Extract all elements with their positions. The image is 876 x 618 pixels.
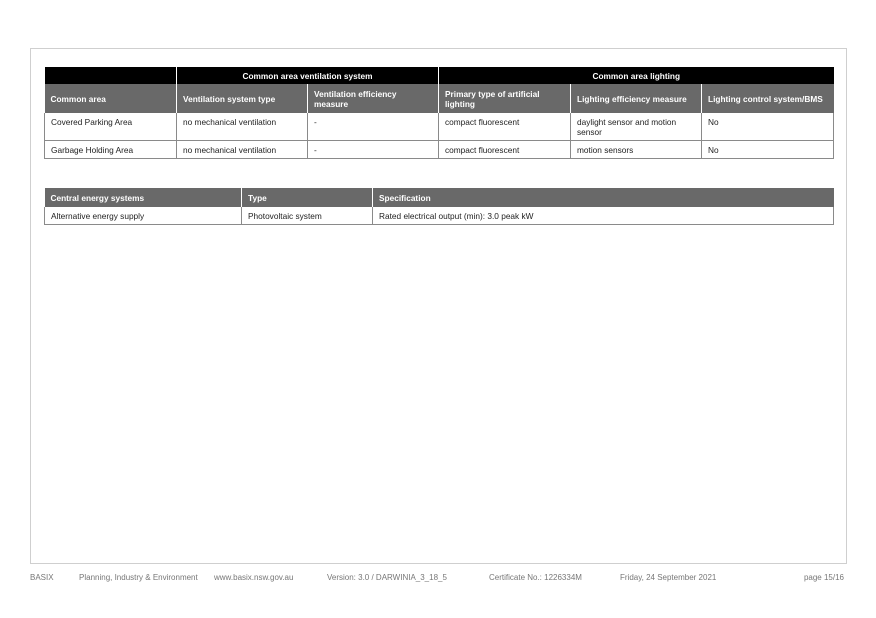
- column-header: Lighting efficiency measure: [571, 84, 702, 113]
- group-header-row: [45, 67, 834, 84]
- table-cell: compact fluorescent: [439, 141, 571, 159]
- group-header-common-area: [45, 67, 177, 84]
- footer-website: www.basix.nsw.gov.au: [214, 573, 294, 582]
- table-row: [45, 141, 834, 159]
- table-cell: Rated electrical output (min): 3.0 peak kW: [373, 207, 834, 225]
- footer-app: BASIX: [30, 573, 54, 582]
- table-cell: motion sensors: [571, 141, 702, 159]
- table-cell: compact fluorescent: [439, 113, 571, 141]
- column-header: Primary type of artificial lighting: [439, 84, 571, 113]
- column-header: Common area: [45, 84, 177, 113]
- table-cell: no mechanical ventilation: [177, 113, 308, 141]
- column-header: Ventilation system type: [177, 84, 308, 113]
- central-energy-table: [44, 188, 834, 225]
- table-cell: daylight sensor and motion sensor: [571, 113, 702, 141]
- footer-department: Planning, Industry & Environment: [79, 573, 198, 582]
- table-row: [45, 113, 834, 141]
- column-header: Central energy systems: [45, 188, 242, 207]
- column-header: Ventilation efficiency measure: [308, 84, 439, 113]
- table-cell: no mechanical ventilation: [177, 141, 308, 159]
- table-cell: No: [702, 141, 834, 159]
- column-header: Lighting control system/BMS: [702, 84, 834, 113]
- group-header-lighting: Common area lighting: [439, 67, 834, 84]
- table-cell: Photovoltaic system: [242, 207, 373, 225]
- footer-date: Friday, 24 September 2021: [620, 573, 717, 582]
- table-cell: Garbage Holding Area: [45, 141, 177, 159]
- common-area-table: [44, 67, 834, 159]
- table-cell: Covered Parking Area: [45, 113, 177, 141]
- footer-certificate: Certificate No.: 1226334M: [489, 573, 582, 582]
- group-header-ventilation: Common area ventilation system: [177, 67, 439, 84]
- footer-page-number: page 15/16: [803, 573, 844, 582]
- column-header-row: [45, 188, 834, 207]
- table-cell: Alternative energy supply: [45, 207, 242, 225]
- table-row: [45, 207, 834, 225]
- column-header-row: [45, 84, 834, 113]
- table-cell: -: [308, 141, 439, 159]
- table-cell: No: [702, 113, 834, 141]
- footer-version: Version: 3.0 / DARWINIA_3_18_5: [327, 573, 447, 582]
- table-cell: -: [308, 113, 439, 141]
- page-footer: [30, 573, 847, 585]
- column-header: Specification: [373, 188, 834, 207]
- column-header: Type: [242, 188, 373, 207]
